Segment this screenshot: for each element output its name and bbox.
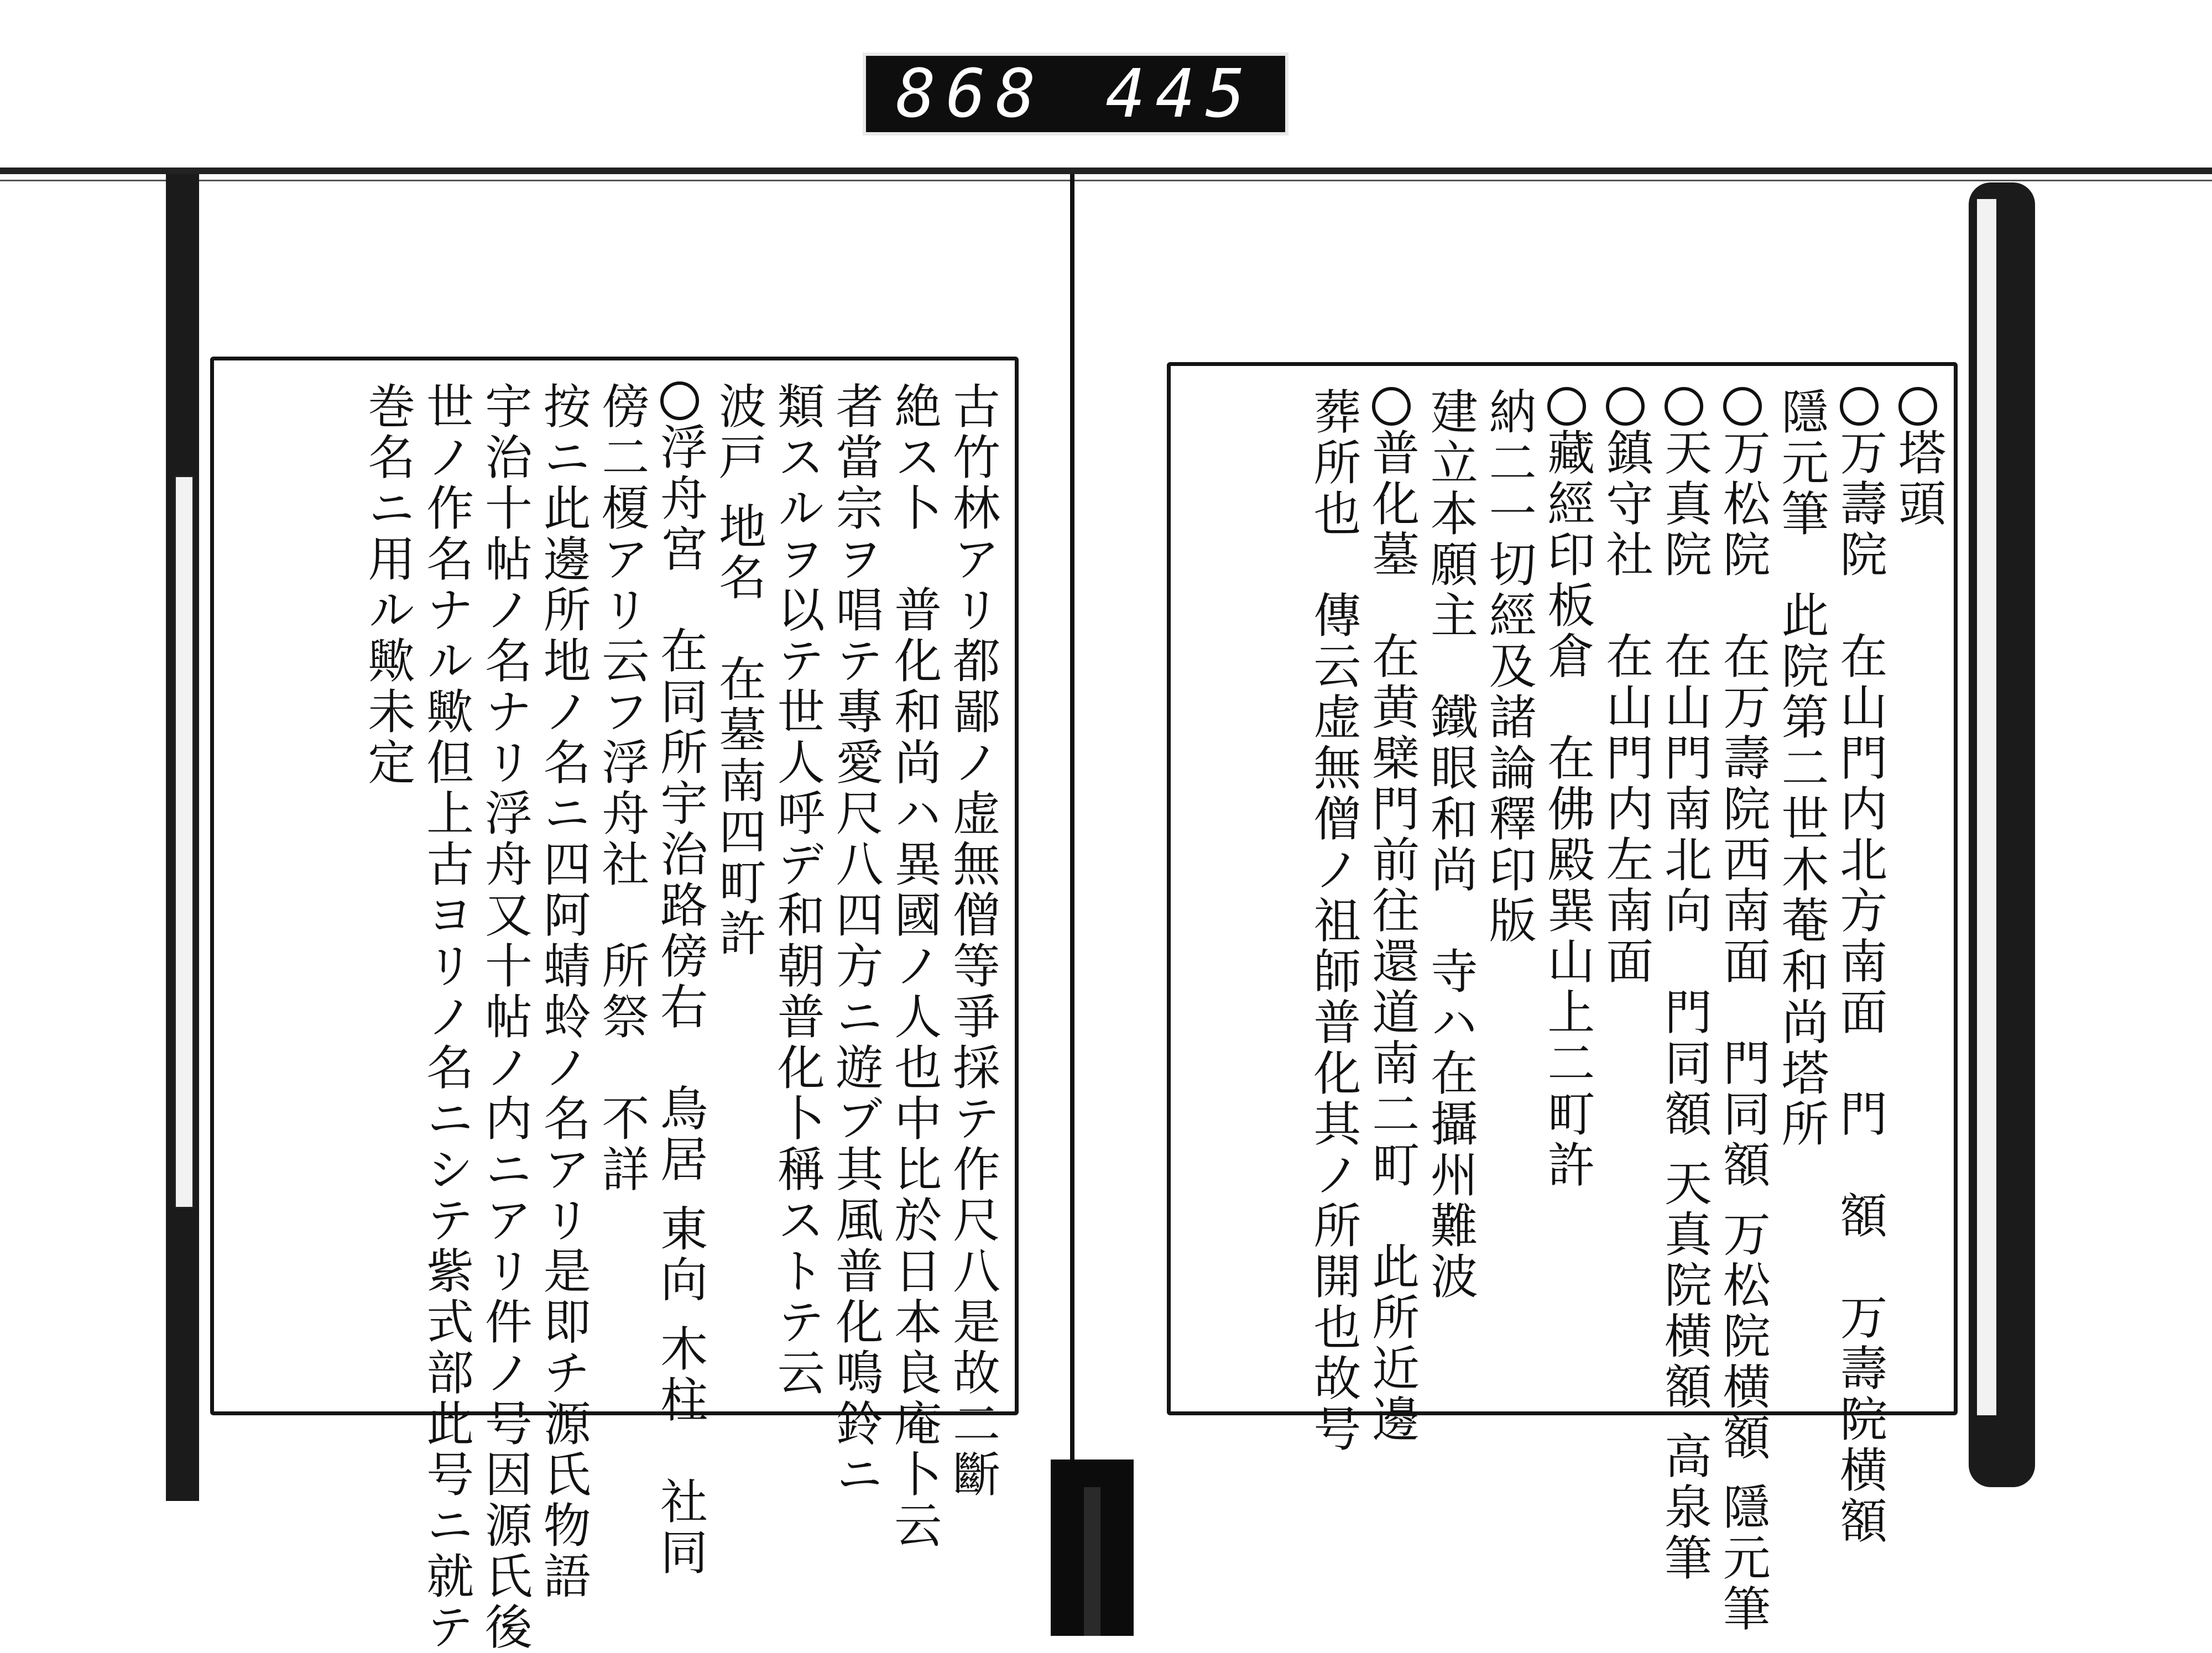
accession-label xyxy=(863,53,1288,135)
book-gutter xyxy=(1070,174,1074,1468)
text-column: 鎮守社 在山門内左南面 xyxy=(1595,387,1654,1393)
circle-mark-icon xyxy=(660,381,699,420)
text-column: 普化墓 在黄檗門前往還道南二町 此所近邊 xyxy=(1361,387,1420,1393)
text-column: 万松院 在万壽院西南面 門同額 万松院横額 隱元筆 xyxy=(1713,387,1771,1393)
label-left-number: 868 xyxy=(896,55,1046,133)
left-page-text xyxy=(358,381,1001,1653)
text-column: 傍二榎アリ云フ浮舟社 所祭 不詳 xyxy=(593,381,649,1195)
text-column: 者當宗ヲ唱テ專愛尺八四方ニ遊ブ其風普化鳴鈴ニ xyxy=(827,381,883,1500)
text-column: 類スルヲ以テ世人呼デ和朝普化卜稱ストテ云 xyxy=(769,381,825,1399)
circle-mark-icon xyxy=(1723,387,1762,426)
text-column: 万壽院 在山門内北方南面 門 額 万壽院横額 xyxy=(1829,387,1888,1393)
text-column: 塔頭 xyxy=(1888,387,1947,1393)
left-edge-title-strip xyxy=(174,475,194,1209)
text-column: 按ニ此邊所地ノ名ニ四阿蜻蛉ノ名アリ是即チ源氏物語 xyxy=(535,381,591,1602)
circle-mark-icon xyxy=(1898,387,1937,426)
text-column: 宇治十帖ノ名ナリ浮舟又十帖ノ内ニアリ件ノ号因源氏後 xyxy=(476,381,532,1653)
label-right-number: 445 xyxy=(1105,55,1255,133)
text-column: 天真院 在山門南北向 門同額 天真院横額 高泉筆 xyxy=(1654,387,1713,1393)
circle-mark-icon xyxy=(1547,387,1586,426)
text-column: 波戸 地名 在墓南四町許 xyxy=(710,381,766,960)
scan-top-rule-thin xyxy=(0,180,2212,181)
right-page-text xyxy=(1303,387,1947,1635)
circle-mark-icon xyxy=(1665,387,1703,426)
text-column: 古竹林アリ都鄙ノ虚無僧等爭採テ作尺八是故二斷 xyxy=(945,381,1000,1500)
text-column: 絶ス卜 普化和尚ハ異國ノ人也中比於日本良庵卜云 xyxy=(886,381,942,1551)
text-column: 葬所也 傳云虚無僧ノ祖師普化其ノ所開也故号 xyxy=(1305,387,1361,1455)
text-column: 浮舟宮 在同所宇治路傍右 鳥居 東向 木柱 社同 xyxy=(650,381,708,1388)
circle-mark-icon xyxy=(1840,387,1879,426)
circle-mark-icon xyxy=(1606,387,1645,426)
gutter-shadow-inner xyxy=(1084,1487,1100,1636)
circle-mark-icon xyxy=(1372,387,1411,426)
text-column: 建立本願主 鐵眼和尚 寺ハ在攝州難波 xyxy=(1422,387,1478,1302)
text-column: 世ノ作名ナル歟但上古ヨリノ名ニシテ紫式部此号ニ就テ xyxy=(418,381,474,1653)
text-column: 納二一切經及諸論釋印版 xyxy=(1480,387,1536,946)
scan-top-rule xyxy=(0,168,2212,174)
text-column: 藏經印板倉 在佛殿巽山上二町許 xyxy=(1537,387,1596,1393)
text-column: 巻名ニ用ル歟未定 xyxy=(359,381,415,788)
right-edge-title-strip xyxy=(1977,199,1996,1415)
text-column: 隱元筆 此院第二世木菴和尚塔所 xyxy=(1773,387,1829,1150)
